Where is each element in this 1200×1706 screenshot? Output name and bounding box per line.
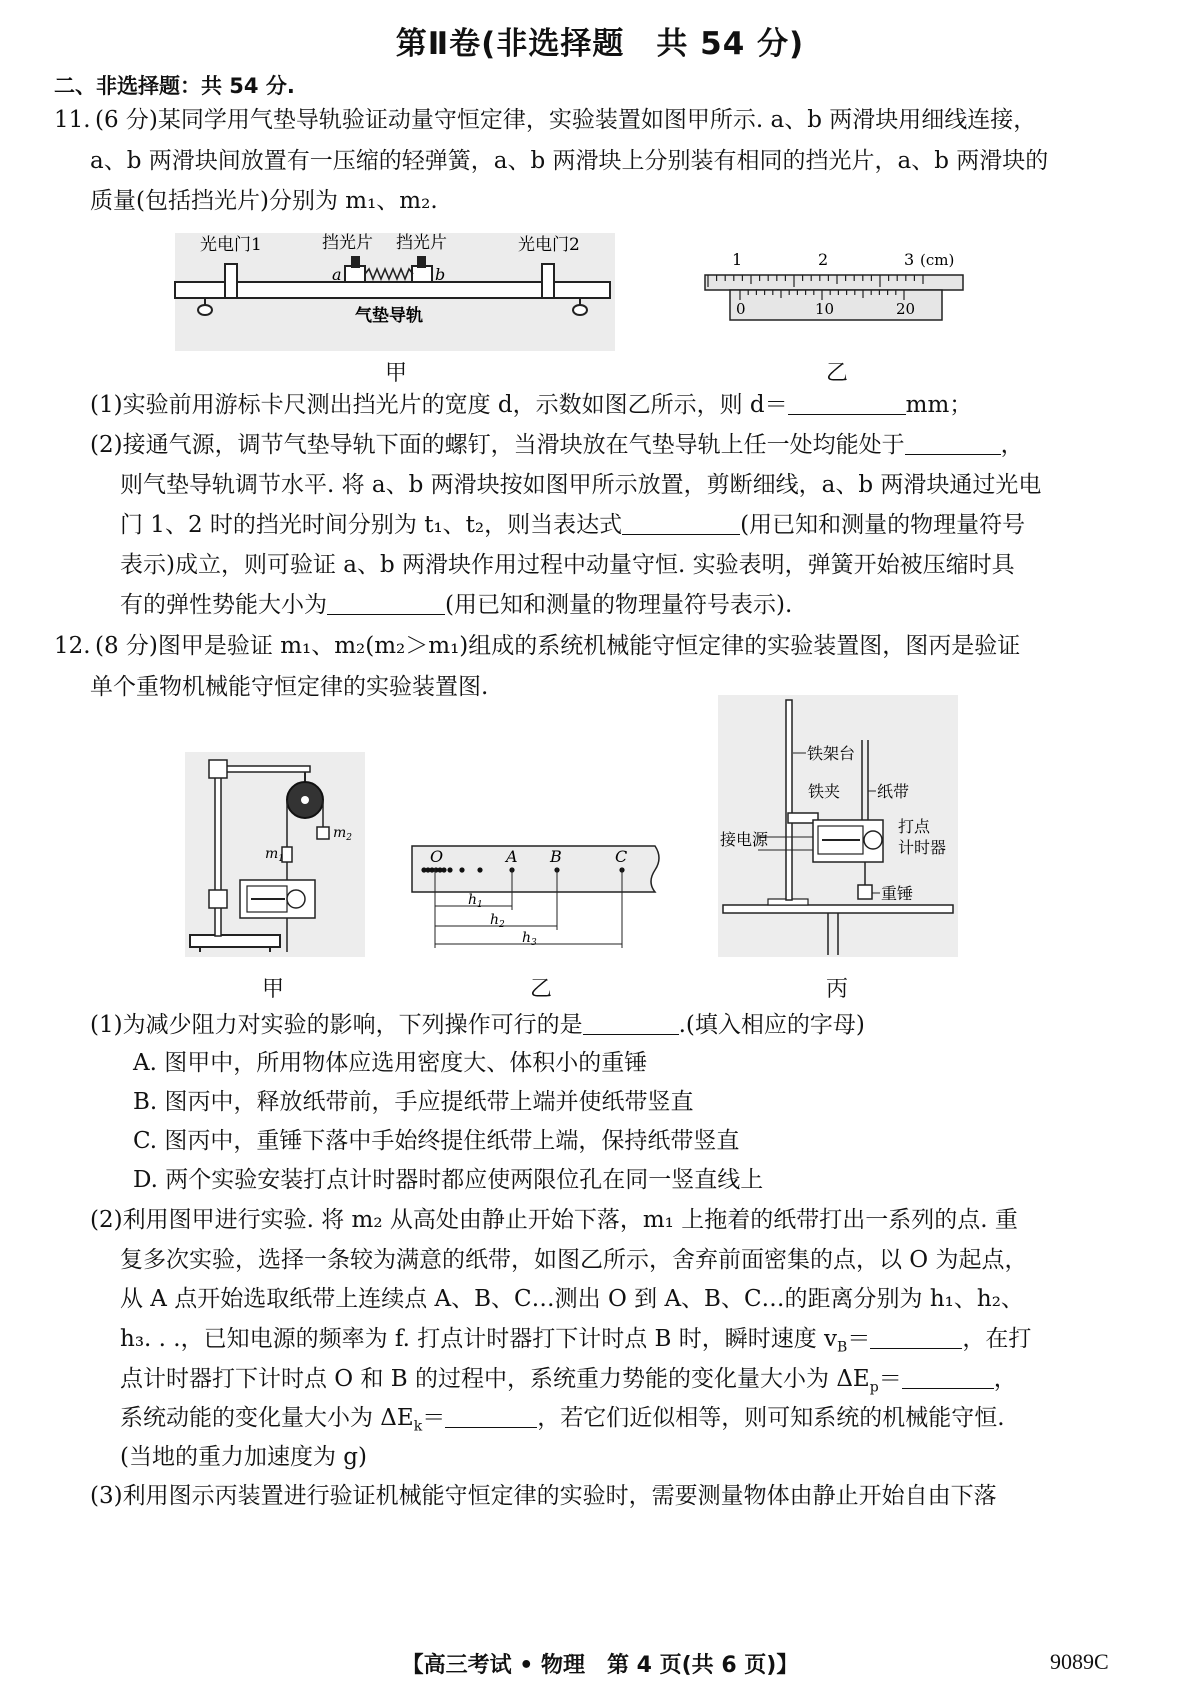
slider-a: [345, 266, 365, 282]
answer-blank-choice[interactable]: [583, 1012, 679, 1035]
q12-part-2-text-4: h₃. . .，已知电源的频率为 f. 打点计时器打下计时点 B 时，瞬时速度 v: [120, 1326, 838, 1352]
q11-part-2-line-4: 表示)成立，则可验证 a、b 两滑块作用过程中动量守恒. 实验表明，弹簧开始被压缩时具: [120, 552, 1015, 578]
answer-blank-ep[interactable]: [902, 1366, 994, 1389]
m1-label: $m_1$: [265, 846, 285, 864]
main-scale-label-1: 1: [732, 250, 743, 269]
q11-fig-jia-caption: 甲: [385, 361, 408, 386]
q12-part-3: (3)利用图示丙装置进行验证机械能守恒定律的实验时，需要测量物体由静止开始自由下落: [90, 1483, 997, 1509]
photogate-2: [542, 264, 554, 298]
clamp-label: 铁夹: [808, 782, 841, 801]
stand-base: [190, 935, 280, 947]
q11-part-2-line-5: [120, 590, 792, 620]
answer-blank-d[interactable]: [788, 392, 906, 415]
q12-part-1-text: (1)为减少阻力对实验的影响，下列操作可行的是: [90, 1012, 583, 1038]
option-b: B. 图丙中，释放纸带前，手应提纸带上端并使纸带竖直: [133, 1089, 694, 1115]
q12-part-2-line-2: 复多次实验，选择一条较为满意的纸带，如图乙所示，舍弃前面密集的点，以 O 为起点，: [120, 1247, 1028, 1273]
q11-part-2-line-2: 则气垫导轨调节水平. 将 a、b 两滑块按如图甲所示放置，剪断细线，a、b 两滑块通过光电: [120, 472, 1042, 498]
iron-stand-rod: [786, 700, 792, 900]
rail-screw-right: [573, 305, 587, 315]
vb-subscript: B: [837, 1339, 848, 1356]
unit-label: (cm): [920, 251, 955, 269]
timer-coil: [287, 890, 305, 908]
q12-part-2-line-3: 从 A 点开始选取纸带上连续点 A、B、C…测出 O 到 A、B、C…的距离分别为 h₁、h₂、: [120, 1286, 1024, 1312]
h2-label: $h_2$: [490, 912, 505, 930]
h1-label: $h_1$: [468, 892, 483, 910]
main-scale-label-3: 3: [904, 250, 915, 269]
mass-m2: [317, 827, 329, 839]
power-label: 接电源: [720, 830, 769, 849]
q11-fig-yi-caption: 乙: [826, 361, 849, 386]
clamp-bottom: [209, 890, 227, 908]
point-C-label: C: [615, 847, 628, 866]
q12-part-2-line-7: (当地的重力加速度为 g): [120, 1444, 367, 1470]
air-track-figure: [170, 228, 620, 356]
option-c: C. 图丙中，重锤下落中手始终提住纸带上端，保持纸带竖直: [133, 1128, 740, 1154]
q11-line-3: 质量(包括挡光片)分别为 m₁、m₂.: [90, 188, 438, 214]
ep-subscript: p: [869, 1379, 879, 1396]
q11-line-2: a、b 两滑块间放置有一压缩的轻弹簧，a、b 两滑块上分别装有相同的挡光片，a、b 两滑块的: [90, 148, 1049, 174]
option-a: A. 图甲中，所用物体应选用密度大、体积小的重锤: [133, 1050, 648, 1076]
timer-coil: [864, 831, 882, 849]
q12-part-2-text-5: 点计时器打下计时点 O 和 B 的过程中，系统重力势能的变化量大小为 ΔE: [120, 1366, 870, 1392]
exam-code: 9089C: [1050, 1649, 1109, 1674]
main-scale-bar: [705, 275, 963, 290]
punct: ，: [993, 1366, 1017, 1392]
q11-part-1-text: (1)实验前用游标卡尺测出挡光片的宽度 d，示数如图乙所示，则 d＝: [90, 392, 788, 418]
air-track-label: 气垫导轨: [355, 306, 423, 326]
shade-a-label: 挡光片: [322, 233, 373, 253]
photogate-2-label: 光电门2: [518, 235, 580, 255]
q12-part-1-tail: .(填入相应的字母): [678, 1012, 865, 1038]
q11-line-1: (6 分)某同学用气垫导轨验证动量守恒定律，实验装置如图甲所示. a、b 两滑块用细线连接，: [95, 107, 1037, 133]
answer-blank-vb[interactable]: [870, 1326, 962, 1349]
vernier-label-10: 10: [815, 300, 835, 318]
m2-label: $m_2$: [333, 825, 353, 843]
h3-label: $h_3$: [522, 930, 537, 948]
weight-label: 重锤: [881, 884, 914, 903]
timer-label-1: 打点: [898, 817, 931, 836]
q12-part-2-text-6-tail: ，若它们近似相等，则可知系统的机械能守恒.: [537, 1405, 1005, 1431]
q12-number: 12.: [54, 633, 91, 659]
eq: ＝: [878, 1366, 902, 1392]
tape-dot: [477, 867, 482, 872]
shade-b-label: 挡光片: [396, 233, 447, 253]
q12-part-2-line-4: [120, 1324, 1031, 1363]
q12-line-1: (8 分)图甲是验证 m₁、m₂(m₂＞m₁)组成的系统机械能守恒定律的实验装置图，图丙是验证: [95, 633, 1021, 659]
q11-number: 11.: [54, 107, 91, 133]
q11-part-2-text-3: 门 1、2 时的挡光时间分别为 t₁、t₂，则当表达式: [120, 512, 623, 538]
q12-part-1: [90, 1010, 865, 1040]
vernier-caliper-figure: [700, 240, 980, 350]
section-header: 二、非选择题：共 54 分.: [54, 74, 295, 98]
slider-b: [412, 266, 432, 282]
q11-part-2-text-5-tail: (用已知和测量的物理量符号表示).: [445, 592, 793, 618]
q12-fig-bing-caption: 丙: [826, 977, 849, 1002]
tape-label: 纸带: [877, 782, 910, 801]
slider-a-label: a: [332, 265, 342, 284]
q12-part-2-text-4-tail: ，在打: [962, 1326, 1032, 1352]
shade-a: [351, 256, 360, 268]
q12-fig-jia-caption: 甲: [262, 977, 285, 1002]
clamp-top: [209, 760, 227, 778]
vernier-label-0: 0: [736, 300, 746, 318]
photogate-1-label: 光电门1: [200, 235, 262, 255]
tape-dot: [459, 867, 464, 872]
point-B-label: B: [550, 847, 562, 866]
page-title: 第Ⅱ卷(非选择题 共 54 分): [395, 26, 805, 62]
q12-line-2: 单个重物机械能守恒定律的实验装置图.: [90, 674, 489, 700]
q12-part-2-line-5: [120, 1364, 1017, 1403]
tape-dot: [441, 867, 446, 872]
answer-blank-ek[interactable]: [445, 1405, 537, 1428]
table-top: [723, 905, 953, 913]
ek-subscript: k: [413, 1418, 423, 1435]
q11-part-2-line-1: [90, 430, 1024, 460]
stand-label: 铁架台: [807, 744, 856, 763]
rail-screw-left: [198, 305, 212, 315]
page-footer: 【高三考试 • 物理 第 4 页(共 6 页)】: [401, 1653, 799, 1678]
paper-tape-figure: [410, 838, 670, 958]
stand-arm: [215, 766, 310, 772]
punct: ，: [1000, 432, 1024, 458]
stand-rod: [215, 766, 221, 936]
q11-part-2-text-5: 有的弹性势能大小为: [120, 592, 327, 618]
single-weight-figure: [718, 695, 958, 957]
tape-dot: [447, 867, 452, 872]
answer-blank-state[interactable]: [905, 432, 1001, 455]
point-A-label: A: [506, 847, 518, 866]
answer-blank-expression[interactable]: [622, 512, 740, 535]
q11-part-2-line-3: [120, 510, 1025, 540]
main-scale-label-2: 2: [818, 250, 829, 269]
point-O-label: O: [430, 847, 444, 866]
option-d: D. 两个实验安装打点计时器时都应使两限位孔在同一竖直线上: [133, 1167, 764, 1193]
shade-b: [417, 256, 426, 268]
q12-part-2-text-6: 系统动能的变化量大小为 ΔE: [120, 1405, 414, 1431]
pulley-axle: [301, 796, 309, 804]
timer-label-2: 计时器: [898, 838, 947, 857]
photogate-1: [225, 264, 237, 298]
q12-part-2-line-6: [120, 1403, 1005, 1442]
q11-part-1-unit: mm；: [905, 392, 973, 418]
q11-part-2-text-1: (2)接通气源，调节气垫导轨下面的螺钉，当滑块放在气垫导轨上任一处均能处于: [90, 432, 905, 458]
eq: ＝: [422, 1405, 446, 1431]
vernier-label-20: 20: [896, 300, 916, 318]
q12-fig-yi-caption: 乙: [530, 977, 553, 1002]
slider-b-label: b: [435, 265, 446, 284]
q11-part-1: [90, 390, 972, 420]
weight: [858, 885, 872, 899]
q12-part-2-line-1: (2)利用图甲进行实验. 将 m₂ 从高处由静止开始下落，m₁ 上拖着的纸带打出一系列的点. 重: [90, 1207, 1018, 1233]
eq: ＝: [847, 1326, 871, 1352]
q11-part-2-text-3-tail: (用已知和测量的物理量符号: [740, 512, 1026, 538]
answer-blank-energy[interactable]: [327, 592, 445, 615]
pulley-system-figure: [185, 752, 365, 957]
